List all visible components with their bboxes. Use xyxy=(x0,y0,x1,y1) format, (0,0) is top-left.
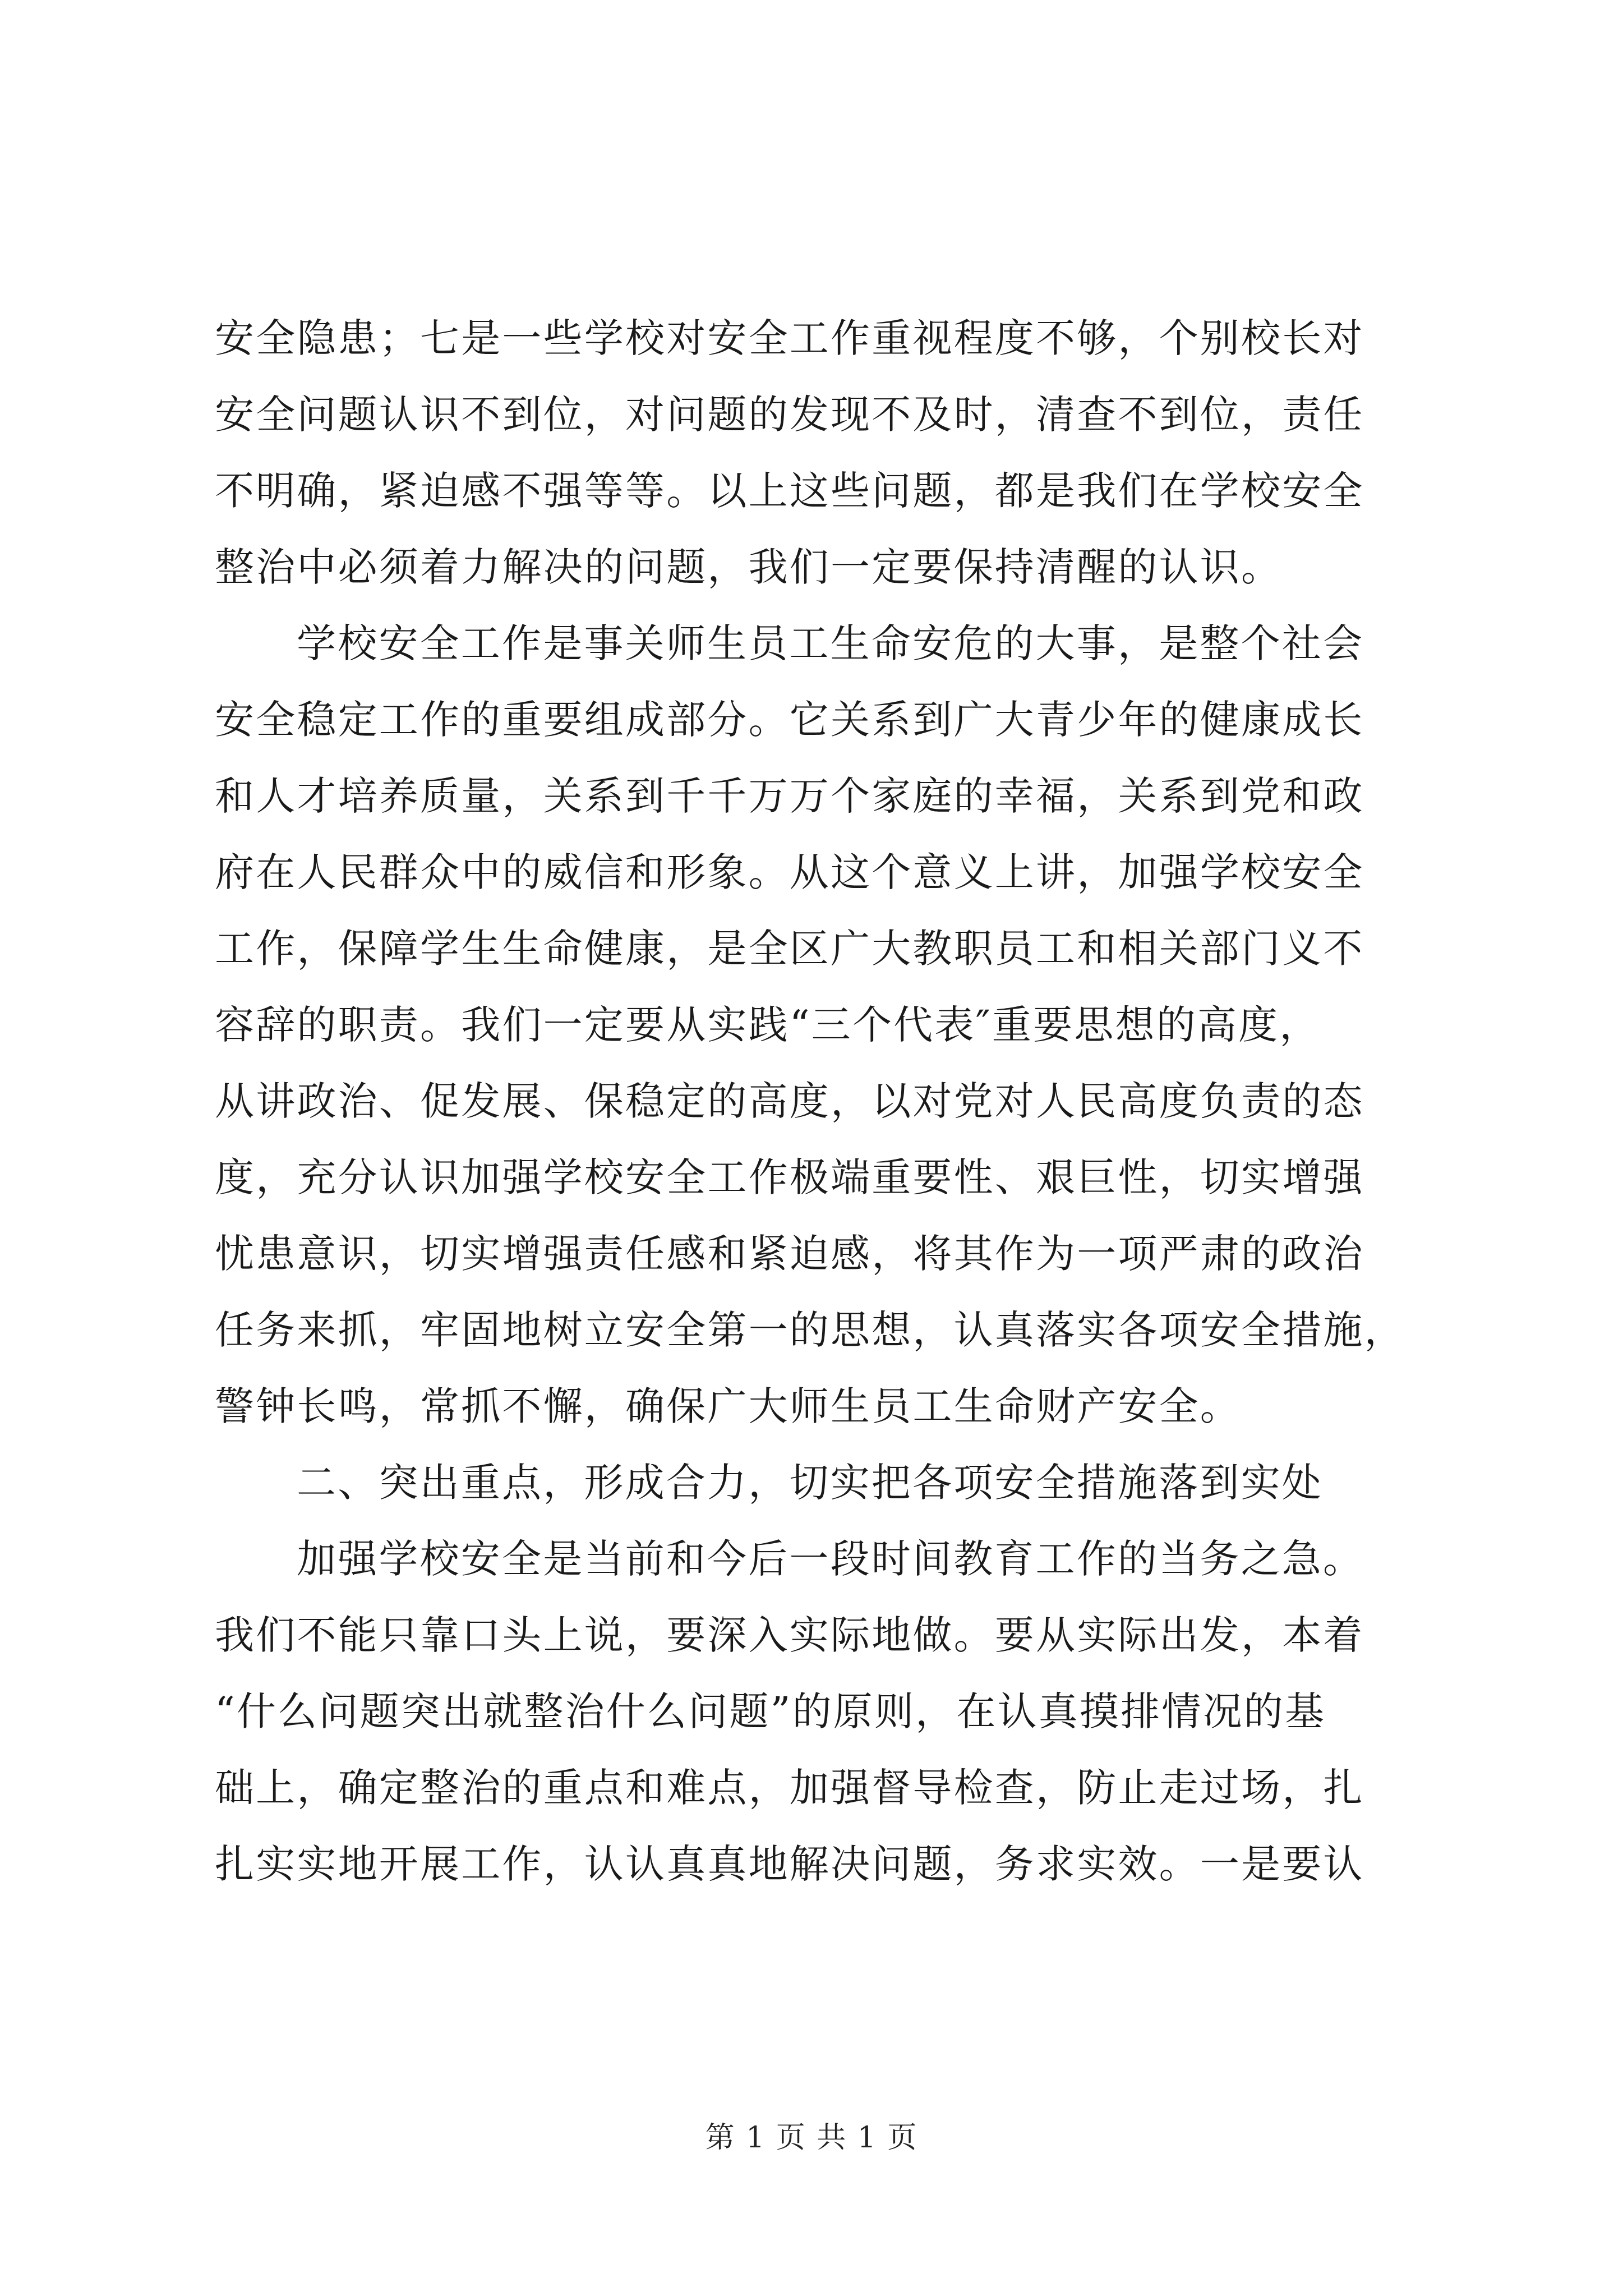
text-line: 安全问题认识不到位，对问题的发现不及时，清查不到位，责任 xyxy=(215,392,1364,438)
text-line: 度，充分认识加强学校安全工作极端重要性、艰巨性，切实增强 xyxy=(215,1154,1364,1200)
text-line: 扎实实地开展工作，认认真真地解决问题，务求实效。一是要认 xyxy=(215,1841,1364,1887)
document-body xyxy=(215,300,1415,1902)
text-line: “什么问题突出就整治什么问题”的原则，在认真摸排情况的基 xyxy=(215,1688,1326,1734)
text-line: 不明确，紧迫感不强等等。以上这些问题，都是我们在学校安全 xyxy=(215,468,1364,514)
text-line: 安全稳定工作的重要组成部分。它关系到广大青少年的健康成长 xyxy=(215,697,1364,743)
text-line: 容辞的职责。我们一定要从实践“三个代表″重要思想的高度， xyxy=(215,1002,1321,1048)
text-line: 从讲政治、促发展、保稳定的高度，以对党对人民高度负责的态 xyxy=(215,1078,1364,1124)
text-line: 府在人民群众中的威信和形象。从这个意义上讲，加强学校安全 xyxy=(215,849,1364,895)
text-line: 忧患意识，切实增强责任感和紧迫感，将其作为一项严肃的政治 xyxy=(215,1231,1364,1277)
text-line: 安全隐患；七是一些学校对安全工作重视程度不够，个别校长对 xyxy=(215,315,1364,361)
text-line: 和人才培养质量，关系到千千万万个家庭的幸福，关系到党和政 xyxy=(215,773,1364,819)
paragraph-first-line: 学校安全工作是事关师生员工生命安危的大事，是整个社会 xyxy=(297,620,1364,666)
text-line: 任务来抓，牢固地树立安全第一的思想，认真落实各项安全措施， xyxy=(215,1307,1405,1353)
section-heading: 二、突出重点，形成合力，切实把各项安全措施落到实处 xyxy=(297,1460,1323,1506)
paragraph-first-line: 加强学校安全是当前和今后一段时间教育工作的当务之急。 xyxy=(297,1536,1364,1582)
text-line: 工作，保障学生生命健康，是全区广大教职员工和相关部门义不 xyxy=(215,926,1364,972)
text-line: 础上，确定整治的重点和难点，加强督导检查，防止走过场，扎 xyxy=(215,1765,1364,1811)
text-line: 警钟长鸣，常抓不懈，确保广大师生员工生命财产安全。 xyxy=(215,1383,1241,1429)
text-line: 我们不能只靠口头上说，要深入实际地做。要从实际出发，本着 xyxy=(215,1612,1364,1658)
page-number-footer: 第 1 页 共 1 页 xyxy=(705,2121,918,2155)
text-line: 整治中必须着力解决的问题，我们一定要保持清醒的认识。 xyxy=(215,544,1283,590)
